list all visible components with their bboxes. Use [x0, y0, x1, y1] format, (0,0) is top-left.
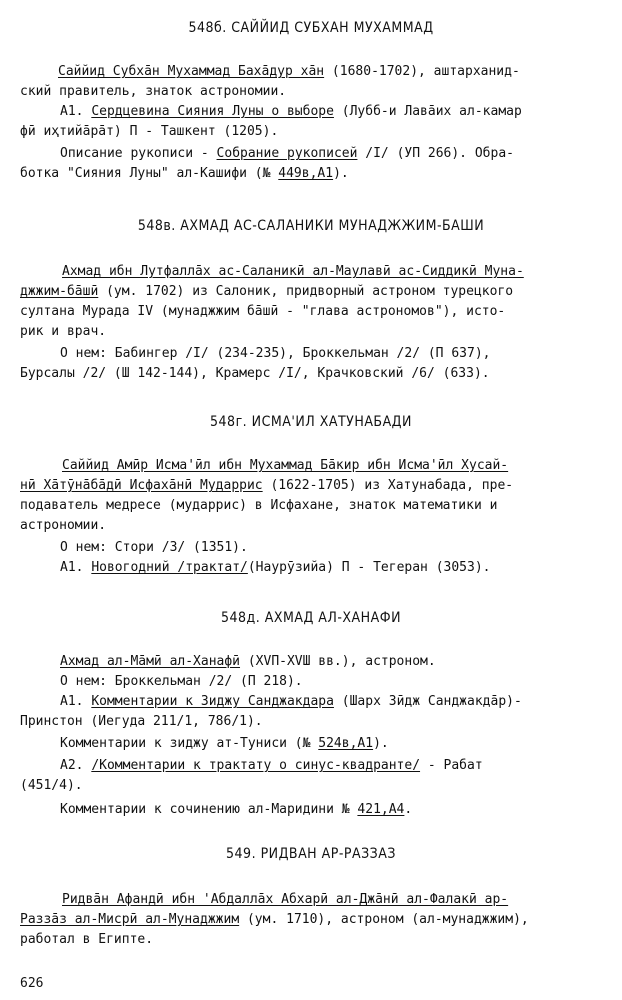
entry-heading: 548в. АХМАД АС-САЛАНИКИ МУНАДЖЖИМ-БАШИ — [137, 218, 485, 234]
text-line — [60, 756, 483, 776]
text-line — [20, 516, 106, 536]
text-line — [62, 262, 524, 282]
text-line — [60, 558, 491, 578]
text-segment: (Наурӯзийа) П - Тегеран (3053). — [247, 560, 491, 575]
entry-heading: 548д. АХМАД АЛ-ХАНАФИ — [220, 610, 402, 626]
text-line — [20, 496, 497, 516]
text-segment: (Лубб-и Лавāих ал-камар — [333, 104, 522, 119]
underlined-title: Ридвāн Афандӣ ибн 'Абдаллāх Абхарӣ ал-Джāнӣ ал-Фалакӣ ар- — [62, 892, 509, 907]
text-segment: ). — [333, 166, 349, 181]
text-segment: ский правитель, знаток астрономии. — [20, 84, 287, 99]
underlined-title: Ахмад ал-Мāмӣ ал-Ханафӣ — [60, 654, 241, 669]
text-segment: султана Мурада IV (мунаджжим бāшӣ - "глава астрономов"), исто- — [20, 304, 506, 319]
text-line — [20, 910, 529, 930]
text-segment: подаватель медресе (мударрис) в Исфахане, знаток математики и — [20, 498, 498, 513]
text-segment: фӣ иҳтийāрāт) П - Ташкент (1205). — [20, 124, 279, 139]
text-segment: /I/ (УП 266). Обра- — [357, 146, 514, 161]
text-line — [58, 62, 520, 82]
page-number: 626 — [20, 976, 44, 991]
text-segment: ). — [373, 736, 389, 751]
underlined-title: 449в,А1 — [278, 166, 334, 181]
text-segment: Описание рукописи - — [60, 146, 217, 161]
text-line — [20, 282, 513, 302]
text-line — [60, 734, 389, 754]
text-line — [20, 322, 106, 342]
text-segment: А2. — [60, 758, 92, 773]
underlined-title: /Комментарии к трактату о синус-квадранте/ — [91, 758, 421, 773]
text-segment: (451/4). — [20, 778, 83, 793]
text-segment: (1622-1705) из Хатунабада, пре- — [262, 478, 514, 493]
underlined-title: Ахмад ибн Лутфаллāх ас-Саланикӣ ал-Маулавӣ ас-Сиддикӣ Муна- — [62, 264, 524, 279]
underlined-title: Саййид Амӣр Исма'ӣл ибн Мухаммад Бāкир ибн Исма'ӣл Хусай- — [62, 458, 509, 473]
text-segment: А1. — [60, 560, 92, 575]
text-segment: Принстон (Иегуда 211/1, 786/1). — [20, 714, 263, 729]
text-segment: О нем: Бабингер /I/ (234-235), Броккельман /2/ (П 637), — [60, 346, 491, 361]
text-segment: (Шарх Зӣдж Санджакдāр)- — [333, 694, 522, 709]
text-segment: ботка "Сияния Луны" ал-Кашифи (№ — [20, 166, 279, 181]
text-segment: Комментарии к зиджу ат-Туниси (№ — [60, 736, 319, 751]
underlined-title: 421,А4 — [357, 802, 405, 817]
text-line — [20, 302, 505, 322]
text-segment: (ХVП-ХVШ вв.), астроном. — [240, 654, 436, 669]
text-line — [20, 476, 513, 496]
text-segment: рик и врач. — [20, 324, 107, 339]
text-line — [20, 712, 263, 732]
underlined-title: Собрание рукописей — [216, 146, 358, 161]
text-line — [60, 538, 248, 558]
underlined-title: Сердцевина Сияния Луны о выборе — [91, 104, 334, 119]
underlined-title: Новогодний /трактат/ — [91, 560, 248, 575]
text-line — [20, 776, 83, 796]
text-line — [20, 82, 286, 102]
text-segment: А1. — [60, 694, 92, 709]
underlined-title: Саййид Субхāн Мухаммад Бахāдур хāн — [58, 64, 325, 79]
text-segment: (1680-1702), аштарханид- — [324, 64, 520, 79]
text-segment: (ум. 1710), астроном (ал-мунаджжим), — [239, 912, 529, 927]
text-line — [62, 890, 508, 910]
entry-heading: 548г. ИСМА'ИЛ ХАТУНАБАДИ — [210, 414, 412, 430]
text-line — [60, 102, 522, 122]
text-line — [62, 456, 508, 476]
text-segment: . — [404, 802, 413, 817]
entry-heading: 549. РИДВАН АР-РАЗЗАЗ — [226, 846, 396, 862]
text-line — [60, 692, 522, 712]
text-segment: А1. — [60, 104, 92, 119]
text-segment: О нем: Стори /3/ (1351). — [60, 540, 248, 555]
text-segment: работал в Египте. — [20, 932, 154, 947]
text-segment: (ум. 1702) из Салоник, придворный астроном турецкого — [98, 284, 514, 299]
underlined-title: Раззāз ал-Мисрӣ ал-Мунаджжим — [20, 912, 240, 927]
text-line — [60, 672, 303, 692]
text-line — [20, 164, 349, 184]
text-line — [60, 800, 412, 820]
text-line — [20, 122, 278, 142]
underlined-title: 524в,А1 — [318, 736, 374, 751]
text-segment: О нем: Броккельман /2/ (П 218). — [60, 674, 303, 689]
text-line — [20, 930, 153, 950]
text-line — [60, 144, 514, 164]
text-line — [60, 344, 490, 364]
text-segment: - Рабат — [420, 758, 483, 773]
text-segment: Бурсалы /2/ (Ш 142-144), Крамерс /I/, Крачковский /6/ (633). — [20, 366, 490, 381]
text-segment: астрономии. — [20, 518, 107, 533]
entry-heading: 548б. САЙЙИД СУБХАН МУХАММАД — [188, 20, 434, 36]
text-line — [20, 364, 490, 384]
underlined-title: нӣ Хāтӯнāбāдӣ Исфахāнӣ Мударрис — [20, 478, 263, 493]
text-line — [60, 652, 436, 672]
text-segment: Комментарии к сочинению ал-Маридини № — [60, 802, 358, 817]
underlined-title: Комментарии к Зиджу Санджакдара — [91, 694, 334, 709]
underlined-title: джжим-бāшӣ — [20, 284, 99, 299]
